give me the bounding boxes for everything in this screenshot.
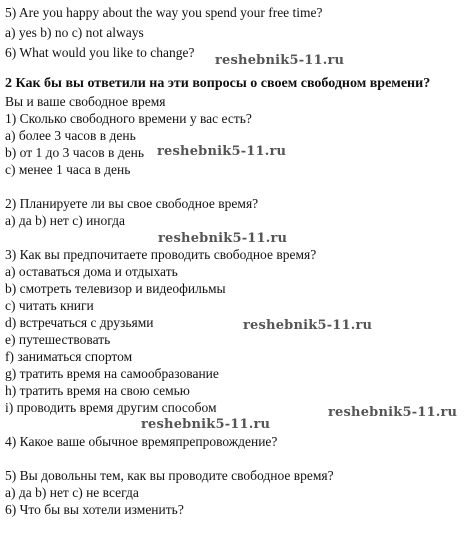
answer-line: a) yes b) no c) not always (5, 25, 144, 40)
watermark-text: reshebnik5-11.ru (141, 417, 271, 432)
answer-line: d) встречаться с друзьями (5, 315, 154, 330)
answer-line: g) тратить время на самообразование (5, 366, 219, 381)
answer-line: a) да b) нет c) не всегда (5, 485, 139, 500)
question-line: 4) Какое ваше обычное времяпрепровождение? (5, 434, 278, 449)
question-line: 1) Сколько свободного времени у вас есть? (5, 111, 252, 126)
answer-line: a) более 3 часов в день (5, 128, 136, 143)
answer-line: h) тратить время на свою семью (5, 383, 190, 398)
watermark-text: reshebnik5-11.ru (328, 405, 458, 420)
watermark-text: reshebnik5-11.ru (158, 231, 288, 246)
answer-line: c) менее 1 часа в день (5, 162, 131, 177)
answer-line: i) проводить время другим способом (5, 400, 217, 415)
watermark-text: reshebnik5-11.ru (157, 144, 287, 159)
answer-line: c) читать книги (5, 298, 94, 313)
answer-line: a) оставаться дома и отдыхать (5, 264, 178, 279)
watermark-text: reshebnik5-11.ru (243, 318, 373, 333)
question-line: 5) Are you happy about the way you spend your free time? (5, 5, 323, 20)
question-line: 6) Что бы вы хотели изменить? (5, 502, 184, 517)
section-heading: 2 Как бы вы ответили на эти вопросы о своем свободном времени? (5, 76, 431, 91)
question-line: 6) What would you like to change? (5, 45, 195, 60)
question-line: 5) Вы довольны тем, как вы проводите свободное время? (5, 468, 334, 483)
answer-line: b) от 1 до 3 часов в день (5, 145, 144, 160)
question-line: 3) Как вы предпочитаете проводить свободное время? (5, 247, 317, 262)
subheading: Вы и ваше свободное время (5, 94, 166, 109)
answer-line: b) смотреть телевизор и видеофильмы (5, 281, 226, 296)
answer-line: a) да b) нет c) иногда (5, 213, 125, 228)
question-line: 2) Планируете ли вы свое свободное время? (5, 196, 259, 211)
answer-line: f) заниматься спортом (5, 349, 133, 364)
answer-line: e) путешествовать (5, 332, 111, 347)
watermark-text: reshebnik5-11.ru (215, 53, 345, 68)
